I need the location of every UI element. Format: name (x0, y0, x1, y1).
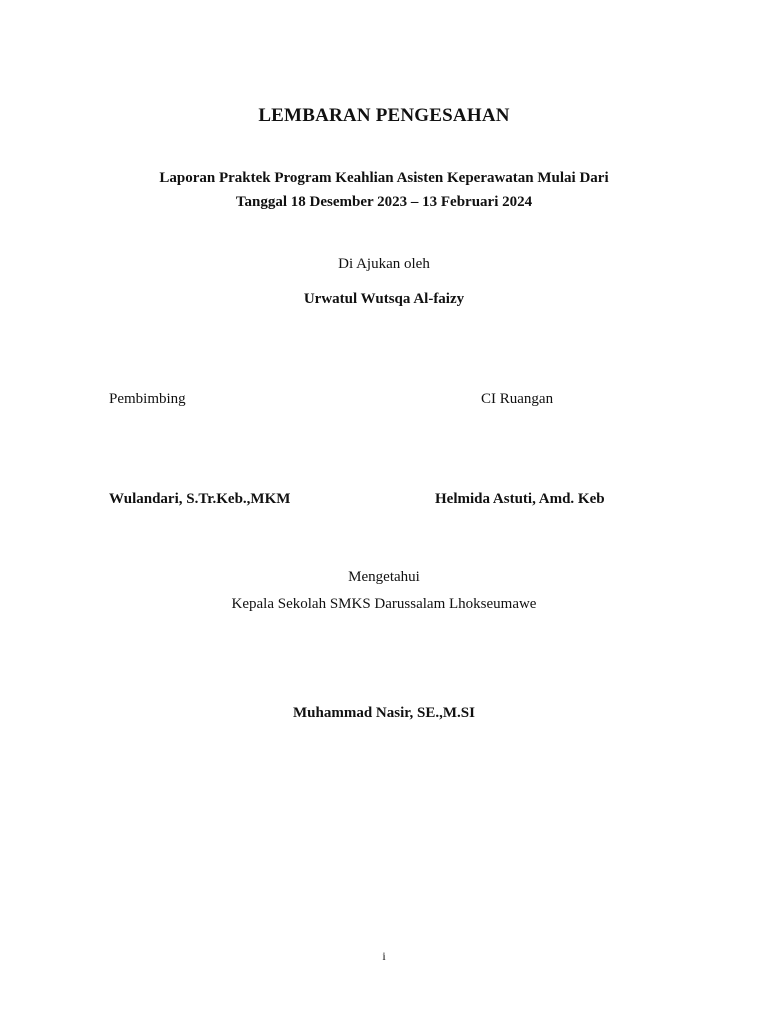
left-signatory-role: Pembimbing (109, 391, 186, 407)
submitted-by-label: Di Ajukan oleh (338, 256, 430, 272)
page-number: i (382, 949, 386, 963)
acknowledged-name: Muhammad Nasir, SE.,M.SI (293, 705, 475, 721)
report-subtitle-line-1: Laporan Praktek Program Keahlian Asisten Keperawatan Mulai Dari (159, 170, 609, 186)
right-signatory-role: CI Ruangan (481, 391, 554, 407)
acknowledged-label: Mengetahui (348, 569, 420, 585)
left-signatory-name: Wulandari, S.Tr.Keb.,MKM (109, 491, 291, 507)
report-subtitle-line-2: Tanggal 18 Desember 2023 – 13 Februari 2024 (235, 194, 533, 210)
right-signatory-name: Helmida Astuti, Amd. Keb (435, 491, 605, 507)
submitted-by-name: Urwatul Wutsqa Al-faizy (303, 291, 465, 307)
document-title: LEMBARAN PENGESAHAN (258, 105, 510, 126)
acknowledged-role: Kepala Sekolah SMKS Darussalam Lhokseumawe (231, 596, 537, 612)
